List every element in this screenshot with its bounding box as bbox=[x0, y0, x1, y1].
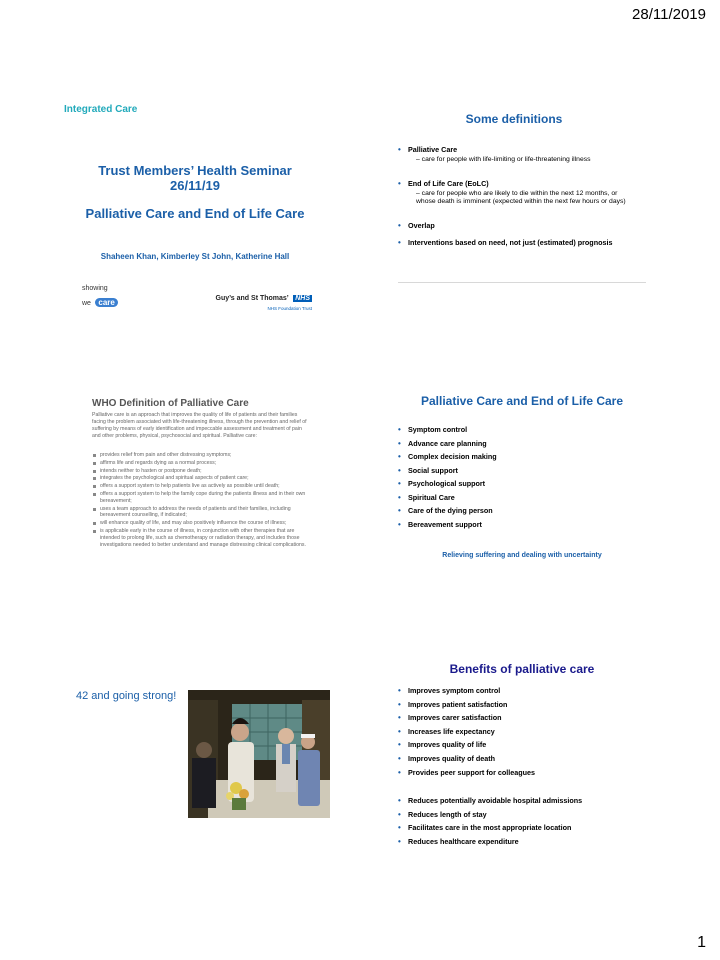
trust-subtitle: NHS Foundation Trust bbox=[267, 306, 312, 311]
who-point: will enhance quality of life, and may also positively influence the course of illness; bbox=[92, 520, 310, 527]
who-heading: WHO Definition of Palliative Care bbox=[92, 398, 249, 409]
who-point: offers a support system to help the family cope during the patients illness and in their own bereavement; bbox=[92, 491, 310, 505]
slide1-authors: Shaheen Khan, Kimberley St John, Katherine Hall bbox=[100, 252, 290, 261]
definition-detail: – care for people with life-limiting or life-threatening illness bbox=[416, 156, 591, 163]
slide1-subtitle: Palliative Care and End of Life Care bbox=[85, 206, 305, 221]
bullet-item: • Social support bbox=[398, 466, 638, 475]
bullet-item: • Improves quality of death bbox=[398, 754, 638, 763]
showing-we-care-logo bbox=[82, 285, 118, 310]
logo-showing-text: showing bbox=[82, 285, 108, 292]
logo-care-text: care bbox=[95, 298, 117, 307]
definition-item bbox=[398, 238, 638, 247]
who-point: offers a support system to help patients live as actively as possible until death; bbox=[92, 483, 310, 490]
bullet-item: • Reduces potentially avoidable hospital admissions bbox=[398, 796, 638, 805]
who-point: intends neither to hasten or postpone death; bbox=[92, 468, 310, 475]
page-number: 1 bbox=[697, 934, 706, 951]
slide2-definition-list bbox=[398, 145, 638, 255]
bullet-item: • Improves symptom control bbox=[398, 686, 638, 695]
slide6-system-benefits-list bbox=[398, 796, 638, 850]
bullet-item: • Spiritual Care bbox=[398, 493, 638, 502]
who-point: integrates the psychological and spiritual aspects of patient care; bbox=[92, 475, 310, 482]
bullet-item: • Symptom control bbox=[398, 425, 638, 434]
who-point: affirms life and regards dying as a normal process; bbox=[92, 460, 310, 467]
bullet-item: • Improves quality of life bbox=[398, 740, 638, 749]
slide4-service-list bbox=[398, 425, 638, 533]
bullet-item: • Complex decision making bbox=[398, 452, 638, 461]
bullet-item: • Advance care planning bbox=[398, 439, 638, 448]
definition-label: • Palliative Care bbox=[408, 145, 458, 154]
slide1-title-line2: 26/11/19 bbox=[170, 178, 220, 193]
guys-st-thomas-logo bbox=[204, 287, 312, 311]
definition-item bbox=[398, 221, 638, 230]
slide6-benefits-list bbox=[398, 686, 638, 781]
bullet-item: • Provides peer support for colleagues bbox=[398, 768, 638, 777]
slide5-caption: 42 and going strong! bbox=[76, 690, 177, 702]
bullet-item: • Reduces healthcare expenditure bbox=[398, 837, 638, 846]
definition-label: • Overlap bbox=[408, 220, 435, 230]
slide1-title-line1: Trust Members’ Health Seminar bbox=[98, 163, 292, 178]
who-paragraph: Palliative care is an approach that improves the quality of life of patients and their families facing the problem associated with life-threatening illness, through the prevention and relief of suffering by means of early identification and impeccable assessment and treatment of pain and other problems, physical, psychosocial and spiritual. Palliative care: bbox=[92, 412, 307, 439]
who-point: uses a team approach to address the needs of patients and their families, including bereavement counselling, if indicated; bbox=[92, 506, 310, 520]
definition-detail: – care for people who are likely to die within the next 12 months, or whose death is imminent (expected within the next few hours or days) bbox=[416, 189, 626, 205]
definition-item bbox=[398, 179, 638, 207]
photo-illustration bbox=[188, 690, 330, 818]
trust-name: Guy’s and St Thomas’ bbox=[215, 295, 289, 302]
slide2-title: Some definitions bbox=[465, 112, 563, 126]
slide1-title bbox=[60, 163, 330, 193]
historic-team-photo bbox=[188, 690, 330, 818]
slide4-title: Palliative Care and End of Life Care bbox=[420, 394, 624, 408]
slide1-tag: Integrated Care bbox=[64, 104, 138, 115]
bullet-item: • Increases life expectancy bbox=[398, 727, 638, 736]
bullet-item: • Improves carer satisfaction bbox=[398, 713, 638, 722]
print-date: 28/11/2019 bbox=[632, 6, 706, 23]
bullet-item: • Bereavement support bbox=[398, 520, 638, 529]
who-points bbox=[92, 452, 310, 549]
slide4-slogan: Relieving suffering and dealing with uncertainty bbox=[442, 552, 602, 559]
slide6-title: Benefits of palliative care bbox=[449, 662, 595, 676]
nhs-logo: NHS bbox=[295, 295, 310, 302]
bullet-item: • Reduces length of stay bbox=[398, 810, 638, 819]
bullet-item: • Care of the dying person bbox=[398, 506, 638, 515]
definition-label: • End of Life Care (EoLC) bbox=[408, 178, 489, 188]
definition-item bbox=[398, 145, 638, 165]
bullet-item: • Facilitates care in the most appropriate location bbox=[398, 823, 638, 832]
bullet-item: • Psychological support bbox=[398, 479, 638, 488]
who-point: provides relief from pain and other distressing symptoms; bbox=[92, 452, 310, 459]
bullet-item: • Improves patient satisfaction bbox=[398, 700, 638, 709]
who-point: is applicable early in the course of illness, in conjunction with other therapies that are intended to prolong life, such as chemotherapy or radiation therapy, and includes those investigations needed to better understand and manage distressing clinical complications. bbox=[92, 528, 310, 548]
definition-label: • Interventions based on need, not just (estimated) prognosis bbox=[408, 237, 613, 247]
logo-we-text: we bbox=[82, 300, 91, 307]
slide-divider bbox=[398, 282, 646, 283]
